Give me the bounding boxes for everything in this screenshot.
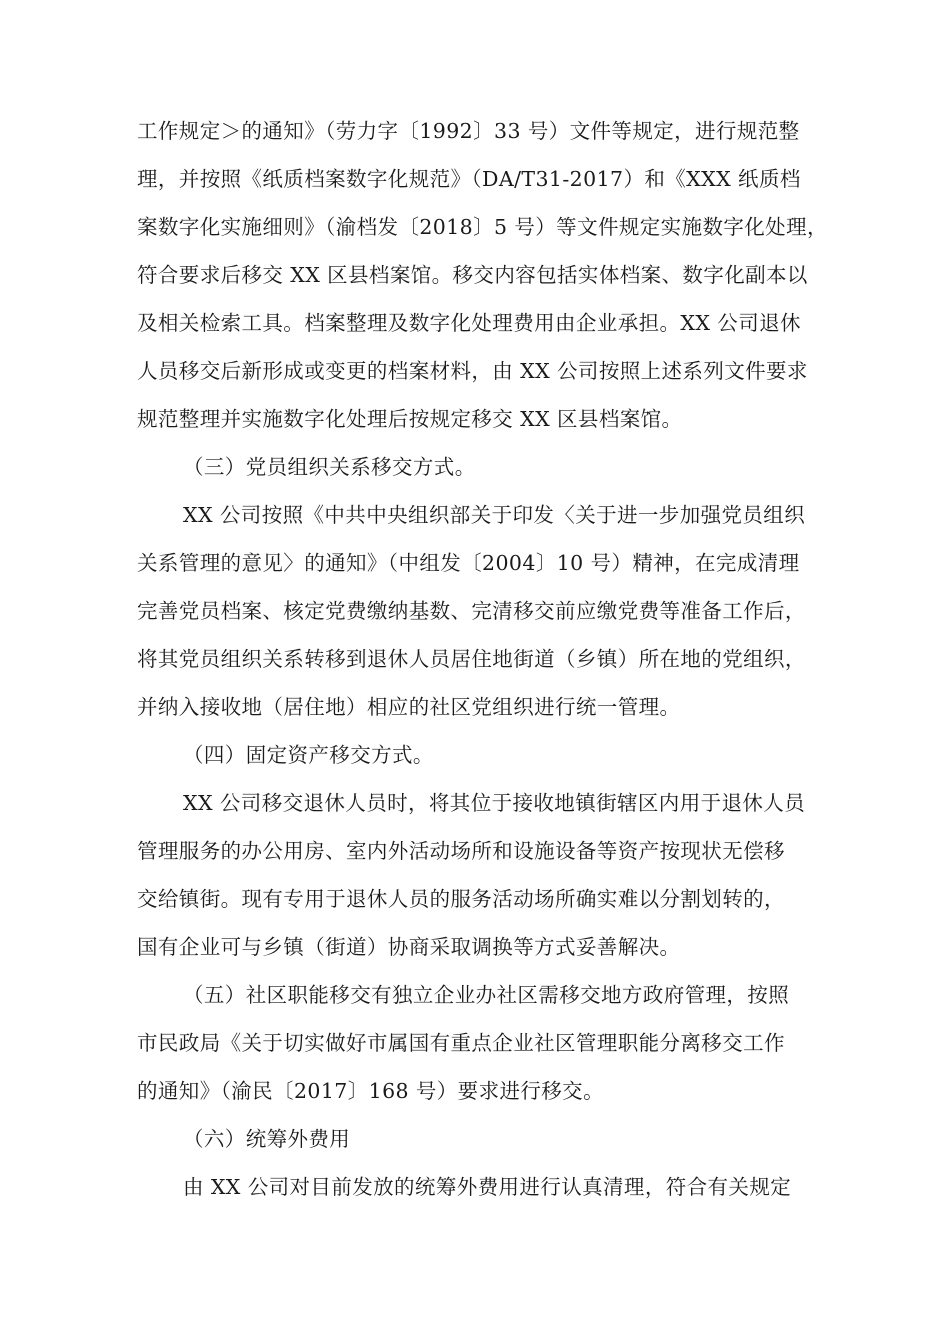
text-line: 并纳入接收地（居住地）相应的社区党组织进行统一管理。 — [137, 695, 681, 719]
text-line: 完善党员档案、核定党费缴纳基数、完清移交前应缴党费等准备工作后， — [137, 599, 806, 623]
text-line: 的通知》（渝民〔2017〕168 号）要求进行移交。 — [137, 1079, 604, 1103]
paragraph-first-line: 由 XX 公司对目前发放的统筹外费用进行认真清理，符合有关规定 — [183, 1175, 792, 1199]
paragraph-first-line: XX 公司按照《中共中央组织部关于印发〈关于进一步加强党员组织 — [183, 503, 806, 527]
text-line: 市民政局《关于切实做好市属国有重点企业社区管理职能分离移交工作 — [137, 1031, 785, 1055]
text-line: 案数字化实施细则》（渝档发〔2018〕5 号）等文件规定实施数字化处理， — [137, 215, 828, 239]
text-line: 规范整理并实施数字化处理后按规定移交 XX 区县档案馆。 — [137, 407, 683, 431]
text-line: 理，并按照《纸质档案数字化规范》（DA/T31-2017）和《XXX 纸质档 — [137, 167, 801, 191]
text-line: 国有企业可与乡镇（街道）协商采取调换等方式妥善解决。 — [137, 935, 681, 959]
section-heading-5: （五）社区职能移交有独立企业办社区需移交地方政府管理，按照 — [183, 983, 790, 1007]
text-line: 关系管理的意见〉的通知》（中组发〔2004〕10 号）精神，在完成清理 — [137, 551, 800, 575]
section-heading-3: （三）党员组织关系移交方式。 — [183, 455, 476, 479]
section-heading-6: （六）统筹外费用 — [183, 1127, 351, 1151]
text-line: 人员移交后新形成或变更的档案材料，由 XX 公司按照上述系列文件要求 — [137, 359, 808, 383]
text-line: 交给镇街。现有专用于退休人员的服务活动场所确实难以分割划转的， — [137, 887, 785, 911]
text-line: 及相关检索工具。档案整理及数字化处理费用由企业承担。XX 公司退休 — [137, 311, 801, 335]
section-heading-4: （四）固定资产移交方式。 — [183, 743, 434, 767]
paragraph-first-line: XX 公司移交退休人员时，将其位于接收地镇街辖区内用于退休人员 — [183, 791, 806, 815]
text-line: 将其党员组织关系转移到退休人员居住地街道（乡镇）所在地的党组织， — [137, 647, 806, 671]
text-line: 工作规定＞的通知》（劳力字〔1992〕33 号）文件等规定，进行规范整 — [137, 119, 800, 143]
text-line: 符合要求后移交 XX 区县档案馆。移交内容包括实体档案、数字化副本以 — [137, 263, 808, 287]
text-line: 管理服务的办公用房、室内外活动场所和设施设备等资产按现状无偿移 — [137, 839, 785, 863]
